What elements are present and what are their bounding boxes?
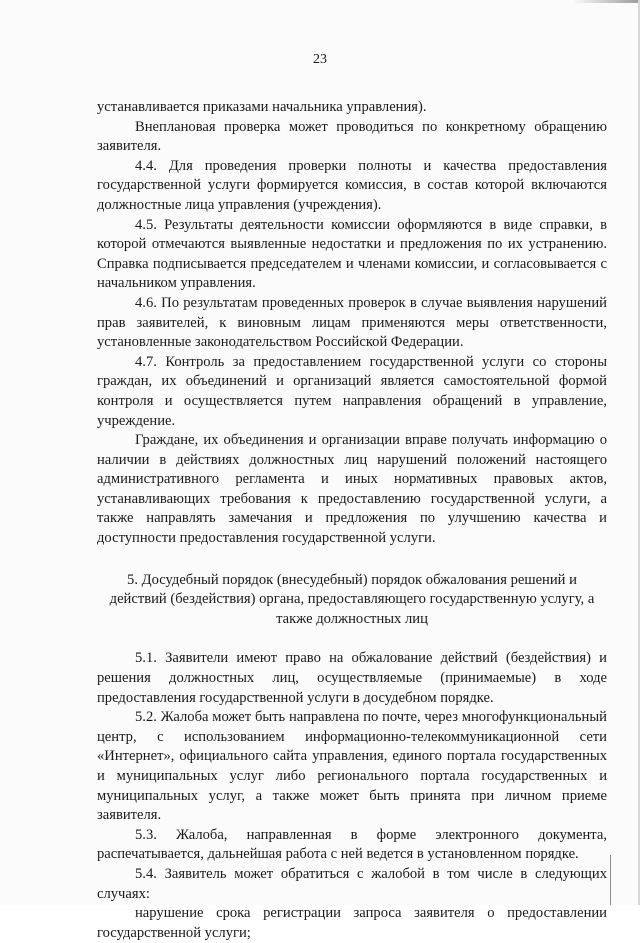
paragraph: 4.7. Контроль за предоставлением государственной услуги со стороны граждан, их объединений и организаций является самостоятельной формой контроля и осуществляется путем направления обращений в управление, учреждение. xyxy=(97,353,607,429)
document-body xyxy=(97,98,607,943)
paragraph: 4.5. Результаты деятельности комиссии оформляются в виде справки, в которой отмечаются выявленные недостатки и предложения по их устранению. Справка подписывается председателем и членами комиссии, и согласовывается с начальником управления. xyxy=(97,216,607,292)
paragraph: 5.1. Заявители имеют право на обжалование действий (бездействия) и решения должностных лиц, осуществляемые (принимаемые) в ходе предоставления государственной услуги в досудебном порядке. xyxy=(97,650,607,706)
paragraph: Граждане, их объединения и организации вправе получать информацию о наличии в действиях должностных лиц нарушений положений настоящего административного регламента и иных нормативных правовых актов, устанавливающих требования к предоставлению государственной услуги, а также направлять замечания и предложения по улучшению качества и доступности предоставления государственной услуги. xyxy=(97,432,607,547)
paragraph: 4.6. По результатам проведенных проверок в случае выявления нарушений прав заявителей, к виновным лицам применяются меры ответственности, установленные законодательством Российской Федерации. xyxy=(97,294,607,351)
paragraph: 5.4. Заявитель может обратиться с жалобой в том числе в следующих случаях: xyxy=(97,865,607,902)
paragraph: Внеплановая проверка может проводиться по конкретному обращению заявителя. xyxy=(97,118,607,155)
paragraph: 5.3. Жалоба, направленная в форме электронного документа, распечатывается, дальнейшая работа с ней ведется в установленном порядке. xyxy=(97,826,607,863)
scan-edge-artifact xyxy=(570,0,640,3)
paragraph: 4.4. Для проведения проверки полноты и качества предоставления государственной услуги формируется комиссия, в состав которой включаются должностные лица управления (учреждения). xyxy=(97,157,607,213)
paragraph: устанавливается приказами начальника управления). xyxy=(97,99,427,115)
paragraph: 5.2. Жалоба может быть направлена по почте, через многофункциональный центр, с использованием информационно-телекоммуникационной сети «Интернет», официального сайта управления, единого портала государственных и муниципальных услуг либо регионального портала государственных и муниципальных услуг, а также может быть принята при личном приеме заявителя. xyxy=(97,709,607,824)
page-number: 23 xyxy=(313,52,327,67)
paragraph: нарушение срока регистрации запроса заявителя о предоставлении государственной услуги; xyxy=(97,905,607,941)
section-heading: 5. Досудебный порядок (внесудебный) порядок обжалования решений и действий (бездействия) органа, предоставляющего государственную услугу, а также должностных лиц xyxy=(109,571,595,627)
scan-edge-artifact xyxy=(610,855,611,905)
